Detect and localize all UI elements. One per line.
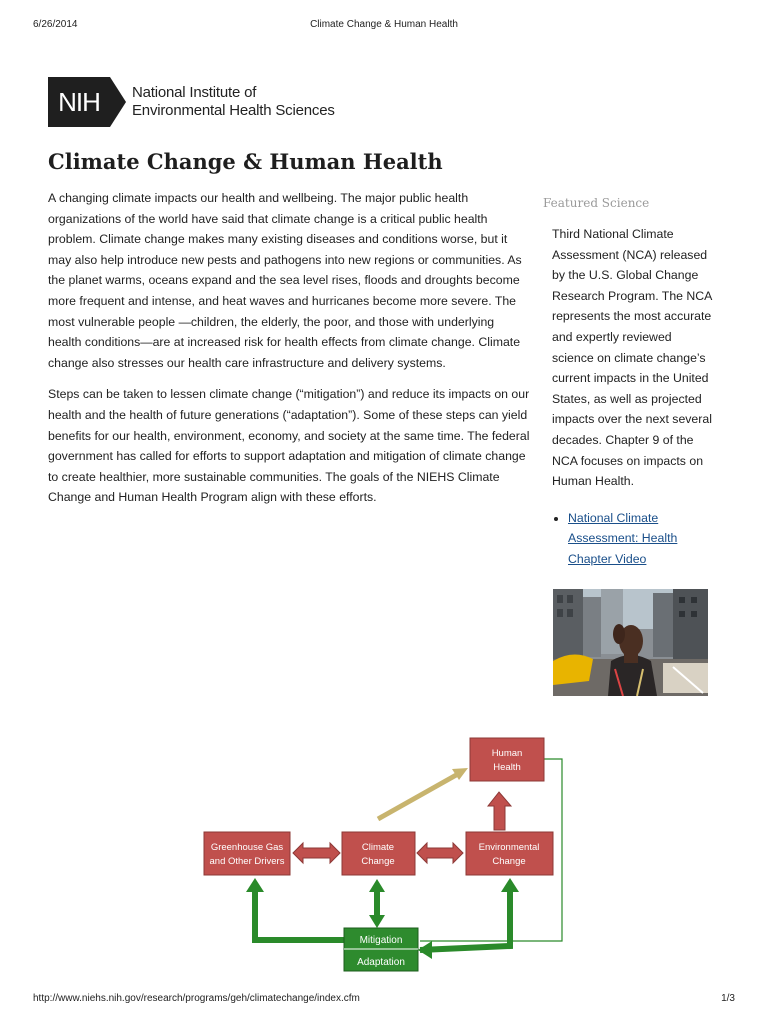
red-arrow-environmental-health xyxy=(488,792,511,830)
box-mitigation-label: Mitigation xyxy=(359,935,403,946)
box-mitigation-adaptation xyxy=(344,928,418,971)
box-greenhouse-line2: and Other Drivers xyxy=(209,856,285,867)
red-arrow-climate-environmental xyxy=(417,843,463,863)
box-greenhouse-line1: Greenhouse Gas xyxy=(210,842,284,853)
print-title: Climate Change & Human Health xyxy=(310,19,458,30)
sidebar xyxy=(543,196,713,584)
paragraph-intro: A changing climate impacts our health and wellbeing. The major public health organizations of the world have said that climate change is a critical public health problem. Climate change makes many existing diseases and conditions worse, but it may also help introduce new pests and pathogens into new regions or communities. As the planet warms, oceans expand and the sea level rises, floods and droughts become more frequent and intense, and heat waves and hurricanes become more severe. The most vulnerable people —children, the elderly, the poor, and those with underlying health conditions—are at increased risk for health effects from climate change. Climate change also stresses our health care infrastructure and delivery systems. xyxy=(48,191,522,370)
climate-health-diagram xyxy=(200,734,580,974)
page-title: Climate Change & Human Health xyxy=(48,149,443,174)
nih-mark xyxy=(48,77,126,127)
nih-mark-text: NIH xyxy=(58,87,100,117)
box-climate-line1: Climate xyxy=(361,842,395,853)
nca-health-video-link[interactable]: National Climate Assessment: Health Chapter Video xyxy=(568,510,678,566)
featured-science-heading: Featured Science xyxy=(543,196,650,210)
red-arrow-greenhouse-climate xyxy=(293,843,340,863)
tan-arrow-climate-to-health xyxy=(378,768,468,819)
green-arrow-mitigation-climate xyxy=(369,879,385,928)
logo-text xyxy=(132,84,335,120)
featured-links xyxy=(552,508,713,570)
box-climate-change xyxy=(342,832,415,875)
print-date: 6/26/2014 xyxy=(33,19,78,30)
box-human-health-line1: Human xyxy=(491,748,523,759)
box-greenhouse xyxy=(204,832,290,875)
box-environmental-line1: Environmental xyxy=(478,842,540,853)
green-arrow-mitigation-greenhouse xyxy=(246,878,344,940)
print-url: http://www.niehs.nih.gov/research/programs/geh/climatechange/index.cfm xyxy=(33,993,360,1004)
green-arrow-mitigation-environmental xyxy=(418,878,519,959)
paragraph-steps: Steps can be taken to lessen climate change (“mitigation”) and reduce its impacts on our health and the health of future generations (“adaptation”). Some of these steps can yield benefits for our health, environment, economy, and society at the same time. The federal government has called for efforts to support adaptation and mitigation of climate change to create healthier, more sustainable communities. The goals of the NIEHS Climate Change and Human Health Program align with these efforts. xyxy=(48,387,530,505)
featured-photo[interactable] xyxy=(553,589,708,696)
featured-science-text: Third National Climate Assessment (NCA) released by the U.S. Global Change Research Program. The NCA represents the most accurate and expertly reviewed science on climate change’s current impacts in the United States, as well as projected impacts over the next several decades. Chapter 9 of the NCA focuses on impacts on Human Health. xyxy=(552,227,712,489)
logo-line-2: Environmental Health Sciences xyxy=(132,102,335,119)
box-climate-line2: Change xyxy=(361,856,395,867)
box-human-health-line2: Health xyxy=(493,762,521,773)
box-human-health xyxy=(470,738,544,781)
logo-line-1: National Institute of xyxy=(132,84,257,101)
print-page-number: 1/3 xyxy=(721,993,735,1004)
box-environmental-change xyxy=(466,832,553,875)
box-environmental-line2: Change xyxy=(492,856,526,867)
box-adaptation-label: Adaptation xyxy=(357,957,405,968)
main-content xyxy=(48,188,530,519)
list-item xyxy=(568,508,713,570)
nih-logo[interactable] xyxy=(48,77,335,127)
